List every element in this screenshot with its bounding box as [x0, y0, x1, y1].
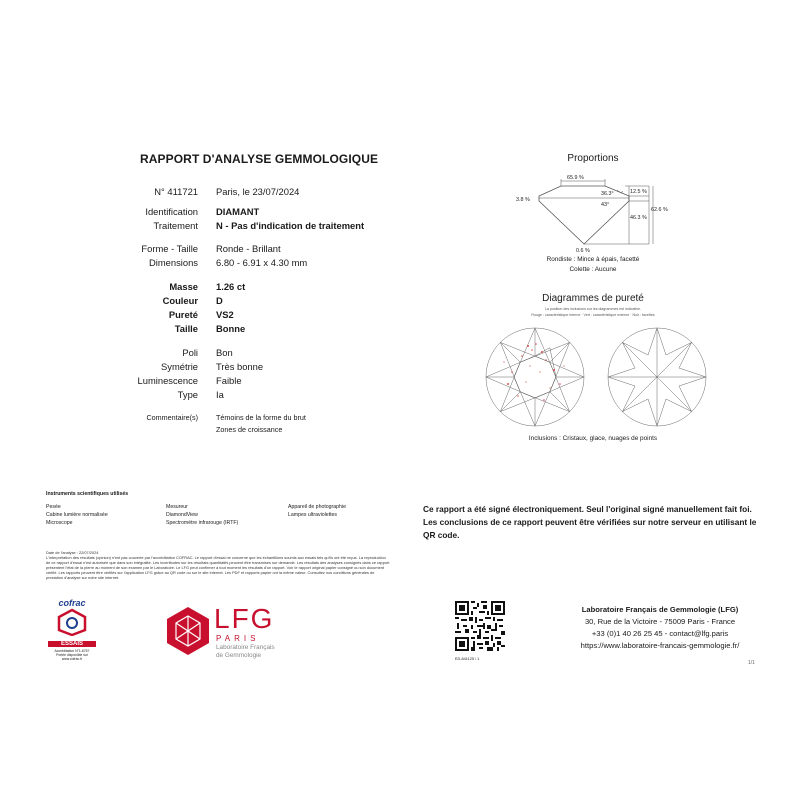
field-label: Type	[177, 389, 198, 400]
proportions-diagram	[505, 168, 675, 256]
crown-angle: 36.3°	[601, 191, 614, 197]
instrument-item: Appareil de photographie	[288, 504, 346, 510]
field-value: Ia	[216, 389, 224, 400]
clarity-note-1: La position des inclusions sur les diagrammes est indicative.	[544, 307, 642, 311]
cofrac-scope: Portée disponible sur	[56, 653, 88, 657]
pavilion-depth: 46.3 %	[630, 215, 647, 221]
lfg-name: LFG	[214, 603, 275, 634]
instrument-item: Lampes ultraviolettes	[288, 512, 338, 518]
field-label: Taille	[174, 323, 198, 334]
lab-address-block	[540, 604, 780, 652]
field-label: Pureté	[168, 309, 198, 320]
clarity-note-2: Rouge : caractéristique interne · Vert : caractéristique externe · Noir : facettes	[531, 313, 655, 317]
cofrac-accreditation: Accréditation N°1-6757	[54, 649, 90, 653]
field-value: 1.26 ct	[216, 281, 246, 292]
field-label: Masse	[169, 281, 198, 292]
field-value: N - Pas d'indication de traitement	[216, 220, 365, 231]
table-pct: 65.9 %	[567, 175, 584, 181]
comment-1: Témoins de la forme du brut	[216, 413, 306, 422]
lab-contact: +33 (0)1 40 26 25 45 - contact@lfg.paris	[591, 629, 729, 638]
field-value: 6.80 - 6.91 x 4.30 mm	[216, 257, 308, 268]
crown-height: 12.5 %	[630, 189, 647, 195]
field-label: Luminescence	[137, 375, 198, 386]
girdle-pct: 3.8 %	[516, 197, 530, 203]
cofrac-site: www.cofrac.fr	[61, 657, 83, 661]
diamond-profile	[539, 186, 629, 244]
cofrac-brand: cofrac	[58, 598, 86, 608]
field-label: Forme - Taille	[141, 243, 198, 254]
instruments-title: Instruments scientifiques utilisés	[46, 491, 129, 497]
field-value: DIAMANT	[216, 206, 260, 217]
cofrac-emblem-icon	[55, 608, 89, 636]
page-number: 1/1	[748, 660, 755, 666]
cofrac-label: ESSAIS	[48, 641, 96, 647]
field-label: Dimensions	[149, 257, 198, 268]
pavilion-angle: 43°	[601, 202, 610, 208]
inclusions-text: Inclusions : Cristaux, glace, nuages de points	[528, 435, 658, 442]
comment-2: Zones de croissance	[216, 425, 283, 434]
field-value: Très bonne	[216, 361, 264, 372]
report-date: Paris, le 23/07/2024	[216, 186, 300, 197]
e-signature-notice: Ce rapport a été signé électroniquement. Seul l'original signé manuellement fait foi. Les conclusions de ce rapport peuvent être vérifiées sur notre serveur en utilisant le QR code.	[423, 504, 757, 540]
culet-pct: 0.6 %	[576, 248, 590, 254]
field-label: Symétrie	[161, 361, 198, 372]
instrument-item: Mesureur	[166, 504, 188, 510]
clarity-pavilion-diagram	[606, 326, 708, 428]
lab-address: 30, Rue de la Victoire - 75009 Paris - France	[584, 617, 736, 626]
report-number: N° 411721	[154, 186, 198, 197]
proportions-title: Proportions	[567, 153, 619, 164]
total-depth: 62.6 %	[651, 207, 668, 213]
instrument-item: DiamondView	[166, 512, 198, 518]
clarity-title: Diagrammes de pureté	[542, 293, 644, 304]
field-value: Ronde - Brillant	[216, 243, 281, 254]
lfg-logo	[166, 604, 296, 664]
field-value: D	[216, 295, 223, 306]
field-label: Traitement	[153, 220, 198, 231]
girdle-text: Rondiste : Mince à épais, facetté	[546, 256, 640, 263]
lfg-hexagon-icon	[166, 606, 210, 656]
lfg-sub2: de Gemmologie	[216, 652, 262, 659]
cofrac-logo	[48, 598, 96, 661]
qr-code[interactable]	[455, 601, 505, 661]
field-label: Couleur	[162, 295, 198, 306]
instrument-item: Cabine lumière normalisée	[46, 512, 108, 518]
lab-website[interactable]: https://www.laboratoire-francais-gemmologie.fr/	[580, 641, 740, 650]
field-value: VS2	[216, 309, 234, 320]
field-value: Faible	[216, 375, 242, 386]
analysis-date: Date de l'analyse : 22/07/2024	[46, 550, 99, 555]
legal-block	[46, 550, 391, 580]
inclusion-marks	[503, 343, 564, 401]
qr-id: ED-841125 / 1	[455, 657, 480, 661]
report-title: RAPPORT D'ANALYSE GEMMOLOGIQUE	[140, 152, 379, 166]
qr-code-icon	[455, 601, 505, 651]
legal-text: L'interprétation des résultats (opinion) n'est pas couverte par l'accréditation COFRAC. Le rapport d'essai ne concerne que les échantillons soumis aux essais tels qu'ils ont été reçus. La reproduction de ce rapport d'essai n'est autorisée que dans son intégralité. Les incertitudes sur les résultats quantitatifs peuvent être transmises sur demande. Les résultats des analyses consignés dans ce rapport présentent l'état de la pierre au moment de son examen par le Laboratoire. Le LFG peut confirmer à tout moment les résultats d'un rapport. Voir le rapport original papier consigné ou son document vérifié. Les rapports peuvent être vérifiés sur l'application LFG grâce au QR code ou sur le site internet. Les PDF et rapports papier ont la même valeur. Consultez nos conditions générales de prestation d'analyse sur notre site internet.	[46, 555, 390, 580]
instrument-item: Pesée	[46, 504, 61, 510]
field-label: Poli	[182, 347, 198, 358]
clarity-crown-diagram	[484, 326, 586, 428]
culet-text: Colette : Aucune	[569, 266, 617, 273]
lfg-city: PARIS	[216, 634, 260, 643]
instrument-item: Spectromètre infrarouge (IRTF)	[166, 520, 239, 526]
field-value: Bonne	[216, 323, 246, 334]
lfg-sub1: Laboratoire Français	[216, 644, 275, 651]
lab-name: Laboratoire Français de Gemmologie (LFG)	[581, 605, 739, 614]
field-label: Identification	[145, 206, 198, 217]
field-value: Bon	[216, 347, 233, 358]
instrument-item: Microscope	[46, 520, 73, 526]
comments-label: Commentaire(s)	[146, 413, 198, 422]
